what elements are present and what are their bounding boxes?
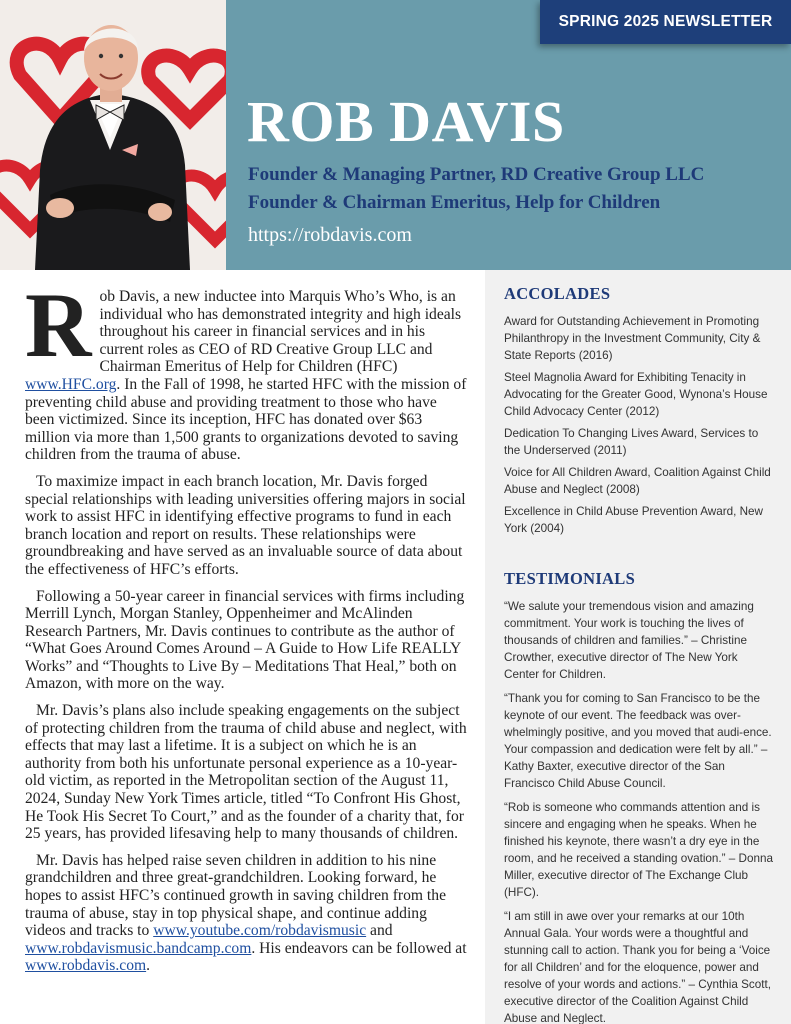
header-banner [0,0,791,270]
subtitle-role-1: Founder & Managing Partner, RD Creative Group LLC [248,164,705,185]
drop-cap: R [25,274,92,376]
testimonial-item: “I am still in awe over your remarks at our 10th Annual Gala. Your words were a thoughtful and stunning call to action. Thank you for being a ‘Voice for all Children’ and for the eloquence, power and resolve of your words and actions.” – Cynthia Scott, executive director of the Coalition Against Child Abuse and Neglect. [504,910,771,1024]
accolade-item: Dedication To Changing Lives Award, Services to the Underserved (2011) [504,427,759,457]
paragraph-1-text: ob Davis, a new inductee into Marquis Who’s Who, is an individual who has demonstrated integrity and high ideals throughout his career in financial services and in his current roles as CEO of RD Creative Group LLC and Chairman Emeritus of Help for Children (HFC) [99,288,462,376]
portrait-illustration [0,0,226,270]
accolade-item: Voice for All Children Award, Coalition Against Child Abuse and Neglect (2008) [504,466,771,496]
subtitle-role-2: Founder & Chairman Emeritus, Help for Children [248,192,661,213]
bandcamp-link[interactable]: www.robdavismusic.bandcamp.com [25,939,252,957]
paragraph-4: Mr. Davis’s plans also include speaking engagements on the subject of protecting children from the trauma of child abuse and neglect, with effects that may last a lifetime. It is a subject on which he is an authority from both his unfortunate personal experience as a 10-year-old victim, as reported in the Metropolitan section of the August 11, 2024, Sunday New York Times article, titled “To Confront His Ghost, He Took His Secret To Court,” and as the founder of a charity that, for 25 years, has provided lifesaving help to many thousands of children. [25,702,467,843]
paragraph-1 [25,274,470,464]
website-url: https://robdavis.com [248,224,412,246]
paragraph-5-and: and [366,922,393,940]
paragraph-5-text: Mr. Davis has helped raise seven children in addition to his nine grandchildren and three great-grandchildren. Looking forward, he hopes to assist HFC’s continued growth in saving children from the trauma of abuse, stay in top physical shape, and continue adding videos and tracks to [25,851,446,940]
paragraph-5 [25,852,470,975]
portrait-photo [0,0,226,270]
accolade-item: Steel Magnolia Award for Exhibiting Tenacity in Advocating for the Greater Good, Wynona’s House Child Advocacy Center (2012) [504,371,768,418]
sidebar [485,270,791,1024]
hfc-link[interactable]: www.HFC.org [25,375,117,393]
paragraph-1-end: . In the Fall of 1998, he started HFC with the mission of preventing child abuse and providing treatment to those who have been victimized. Since its inception, HFC has donated over $63 million via more than 1,500 grants to organizations devoted to saving children from the trauma of abuse. [25,375,467,464]
youtube-link[interactable]: www.youtube.com/robdavismusic [153,922,367,940]
testimonial-item: “We salute your tremendous vision and amazing commitment. Your work is touching the lives of thousands of children and families.” – Christine Crowther, executive director of The New York Center for Children. [504,600,754,681]
robdavis-link[interactable]: www.robdavis.com [25,957,147,975]
newsletter-badge: SPRING 2025 NEWSLETTER [540,0,791,44]
page-title: ROB DAVIS [247,89,565,154]
paragraph-5-end: . [146,957,151,975]
accolade-item: Award for Outstanding Achievement in Promoting Philanthropy in the Investment Community, City & State Reports (2016) [504,315,761,362]
testimonials-heading: TESTIMONIALS [504,569,636,588]
paragraph-5-mid: . His endeavors can be followed at [251,939,467,957]
paragraph-2: To maximize impact in each branch location, Mr. Davis forged special relationships with leading universities offering majors in social work to assist HFC in identifying effective programs to fund in each branch location and report on results. These relationships were groundbreaking and have served as an invaluable source of data about the effectiveness of HFC’s efforts. [25,472,466,578]
testimonial-item: “Rob is someone who commands attention and is sincere and engaging when he speaks. When he finished his keynote, there wasn’t a dry eye in the room, and he received a standing ovation.” – Donna Miller, executive director of The Exchange Club (HFC). [504,801,773,899]
accolades-heading: ACCOLADES [504,284,611,303]
article-body [25,274,470,984]
accolade-item: Excellence in Child Abuse Prevention Award, New York (2004) [504,505,764,535]
testimonial-item: “Thank you for coming to San Francisco to be the keynote of our event. The feedback was over-whelmingly positive, and you moved that audi-ence. Your compassion and dedication were felt by all.” – Kathy Baxter, executive director of the San Francisco Child Abuse Council. [504,692,772,790]
paragraph-3: Following a 50-year career in financial services with firms including Merrill Lynch, Morgan Stanley, Oppenheimer and McAlinden Research Partners, Mr. Davis continues to contribute as the author of “What Goes Around Comes Around – A Guide to How Life REALLY Works” and “Thoughts to Live By – Meditations That Heal,” both on Amazon, with more on the way. [25,587,465,693]
